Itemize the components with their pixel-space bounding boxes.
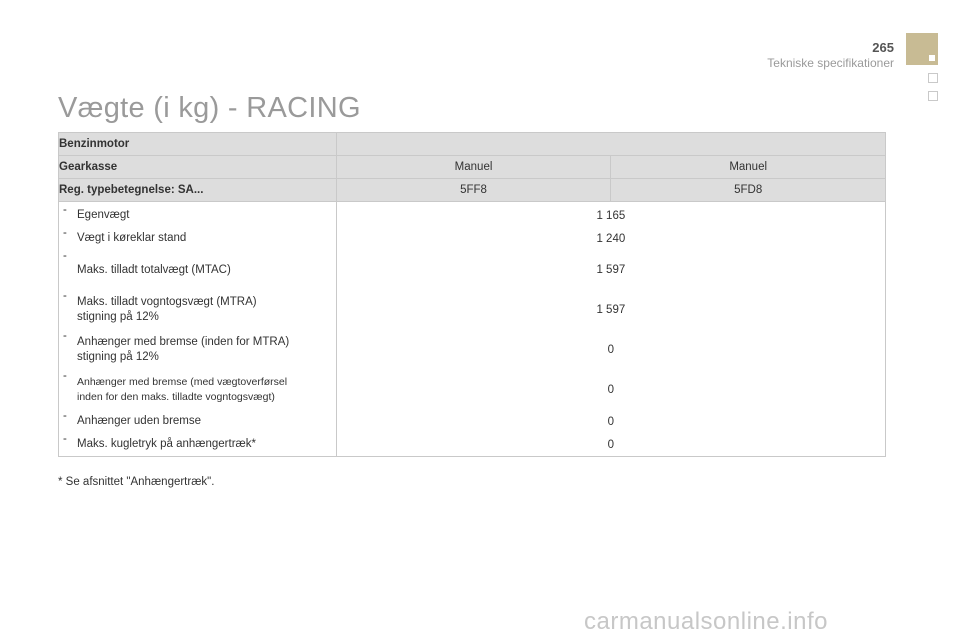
weight-labels-cell xyxy=(59,202,337,457)
weight-row-label xyxy=(59,370,336,410)
dash-marker: - xyxy=(63,227,67,239)
empty-tab-box-2 xyxy=(928,91,938,101)
weight-row-value: 1 597 xyxy=(596,304,626,316)
type-value: 5FD8 xyxy=(611,179,886,202)
section-label: Tekniske specifikationer xyxy=(767,56,894,70)
weight-row-text: Anhænger uden bremse xyxy=(77,415,202,427)
watermark: carmanualsonline.info xyxy=(584,608,828,635)
footnote: * Se afsnittet "Anhængertræk". xyxy=(58,476,215,488)
weight-row-value: 1 240 xyxy=(596,232,626,245)
weight-row-value: 0 xyxy=(607,438,615,451)
weight-values-cell xyxy=(336,202,885,457)
gearbox-value: Manuel xyxy=(336,156,611,179)
dash-marker: - xyxy=(63,330,67,342)
dash-marker: - xyxy=(63,410,67,422)
weights-table xyxy=(58,132,886,457)
gearbox-value: Manuel xyxy=(611,156,886,179)
weight-row-label xyxy=(59,330,336,370)
page-number: 265 xyxy=(872,40,894,55)
weight-row-value: 1 597 xyxy=(596,264,626,276)
weight-row-label xyxy=(59,204,336,227)
weight-row-text: Anhænger med bremse (inden for MTRA) stigning på 12% xyxy=(77,336,290,363)
empty-tab-box-1 xyxy=(928,73,938,83)
engine-label: Benzinmotor xyxy=(59,133,337,156)
type-label: Reg. typebetegnelse: SA... xyxy=(59,179,337,202)
weight-row-value: 1 165 xyxy=(596,209,626,222)
weight-row-text: Anhænger med bremse (med vægtoverførsel inden for den maks. tilladte vogntogsvægt) xyxy=(77,376,288,403)
type-value: 5FF8 xyxy=(336,179,611,202)
weight-row-label xyxy=(59,227,336,250)
section-tab-marker xyxy=(906,33,938,65)
weight-row-text: Maks. tilladt totalvægt (MTAC) xyxy=(77,263,231,276)
dash-marker: - xyxy=(63,433,67,445)
engine-header-row xyxy=(59,133,886,156)
weight-row-text: Maks. kugletryk på anhængertræk* xyxy=(77,438,256,450)
dash-marker: - xyxy=(63,250,67,262)
page-title: Vægte (i kg) - RACING xyxy=(58,92,361,124)
dash-marker: - xyxy=(63,290,67,302)
weight-row-label xyxy=(59,433,336,456)
weight-row-value: 0 xyxy=(607,384,615,396)
weight-row-value: 0 xyxy=(607,344,615,356)
weight-row-text: Vægt i køreklar stand xyxy=(77,232,187,244)
weight-row-text: Maks. tilladt vogntogsvægt (MTRA) stigning på 12% xyxy=(77,296,257,323)
type-row xyxy=(59,179,886,202)
weight-row-label xyxy=(59,410,336,433)
weight-row-text: Egenvægt xyxy=(77,209,130,221)
weight-row-label xyxy=(59,250,336,290)
weight-row-value: 0 xyxy=(607,415,615,428)
gearbox-row xyxy=(59,156,886,179)
dash-marker: - xyxy=(63,370,67,382)
dash-marker: - xyxy=(63,204,67,216)
weight-row-label xyxy=(59,290,336,330)
weights-body-row xyxy=(59,202,886,457)
gearbox-label: Gearkasse xyxy=(59,156,337,179)
